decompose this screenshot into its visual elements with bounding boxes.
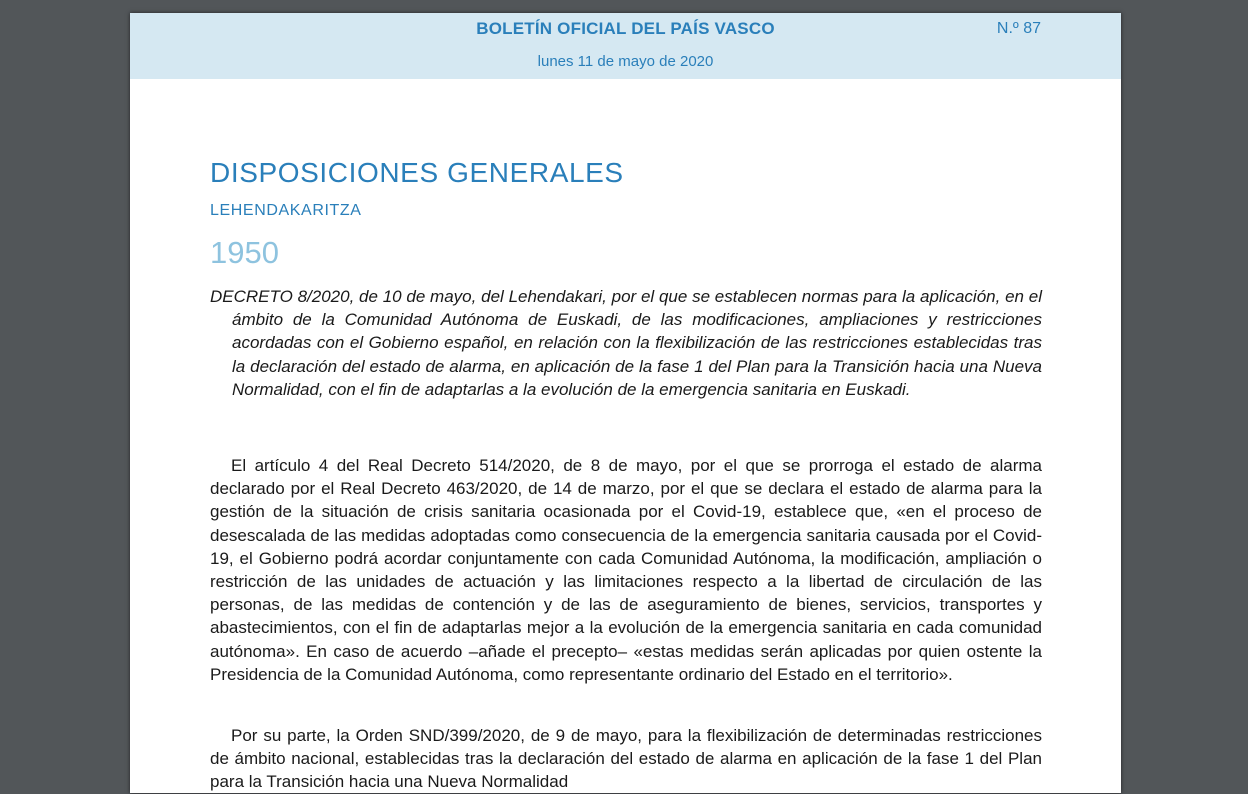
page-header — [130, 13, 1121, 79]
body-paragraph: Por su parte, la Orden SND/399/2020, de 9 de mayo, para la flexibilización de determinadas restricciones de ámbito nacional, establecidas tras la declaración del estado de alarma en aplicación de la fase 1 del Plan para la Transición hacia una Nueva Normalidad — [210, 726, 1042, 792]
issue-number: N.º 87 — [996, 20, 1041, 37]
section-title: DISPOSICIONES GENERALES — [210, 157, 624, 188]
body-paragraph: El artículo 4 del Real Decreto 514/2020, de 8 de mayo, por el que se prorroga el estado de alarma declarado por el Real Decreto 463/2020, de 14 de marzo, por el que se declara el estado de alarma para la gestión de la situación de crisis sanitaria ocasionada por el Covid-19, establece que, «en el proceso de desescalada de las medidas adoptadas como consecuencia de la emergencia sanitaria causada por el Covid-19, el Gobierno podrá acordar conjuntamente con cada Comunidad Autónoma, la modificación, ampliación o restricción de las unidades de actuación y las limitaciones respecto a la libertad de circulación de las personas, de las medidas de contención y de las de aseguramiento de bienes, servicios, transportes y abastecimientos, con el fin de adaptarlas mejor a la evolución de la emergencia sanitaria en cada comunidad autónoma». En caso de acuerdo –añade el precepto– «estas medidas serán aplicadas por quien ostente la Presidencia de la Comunidad Autónoma, como representante ordinario del Estado en el territorio». — [210, 456, 1042, 684]
section-subtitle: LEHENDAKARITZA — [210, 202, 362, 219]
issue-date: lunes 11 de mayo de 2020 — [537, 53, 714, 70]
journal-name: BOLETÍN OFICIAL DEL PAÍS VASCO — [476, 19, 775, 38]
entry-number: 1950 — [210, 235, 279, 270]
document-page — [130, 13, 1121, 793]
decree-title: DECRETO 8/2020, de 10 de mayo, del Lehendakari, por el que se establecen normas para la aplicación, en el ámbito de la Comunidad Autónoma de Euskadi, de las modificaciones, ampliaciones y restricciones acordadas con el Gobierno español, en relación con la flexibilización de las restricciones establecidas tras la declaración del estado de alarma, en aplicación de la fase 1 del Plan para la Transición hacia una Nueva Normalidad, con el fin de adaptarlas a la evolución de la emergencia sanitaria en Euskadi. — [210, 287, 1042, 399]
